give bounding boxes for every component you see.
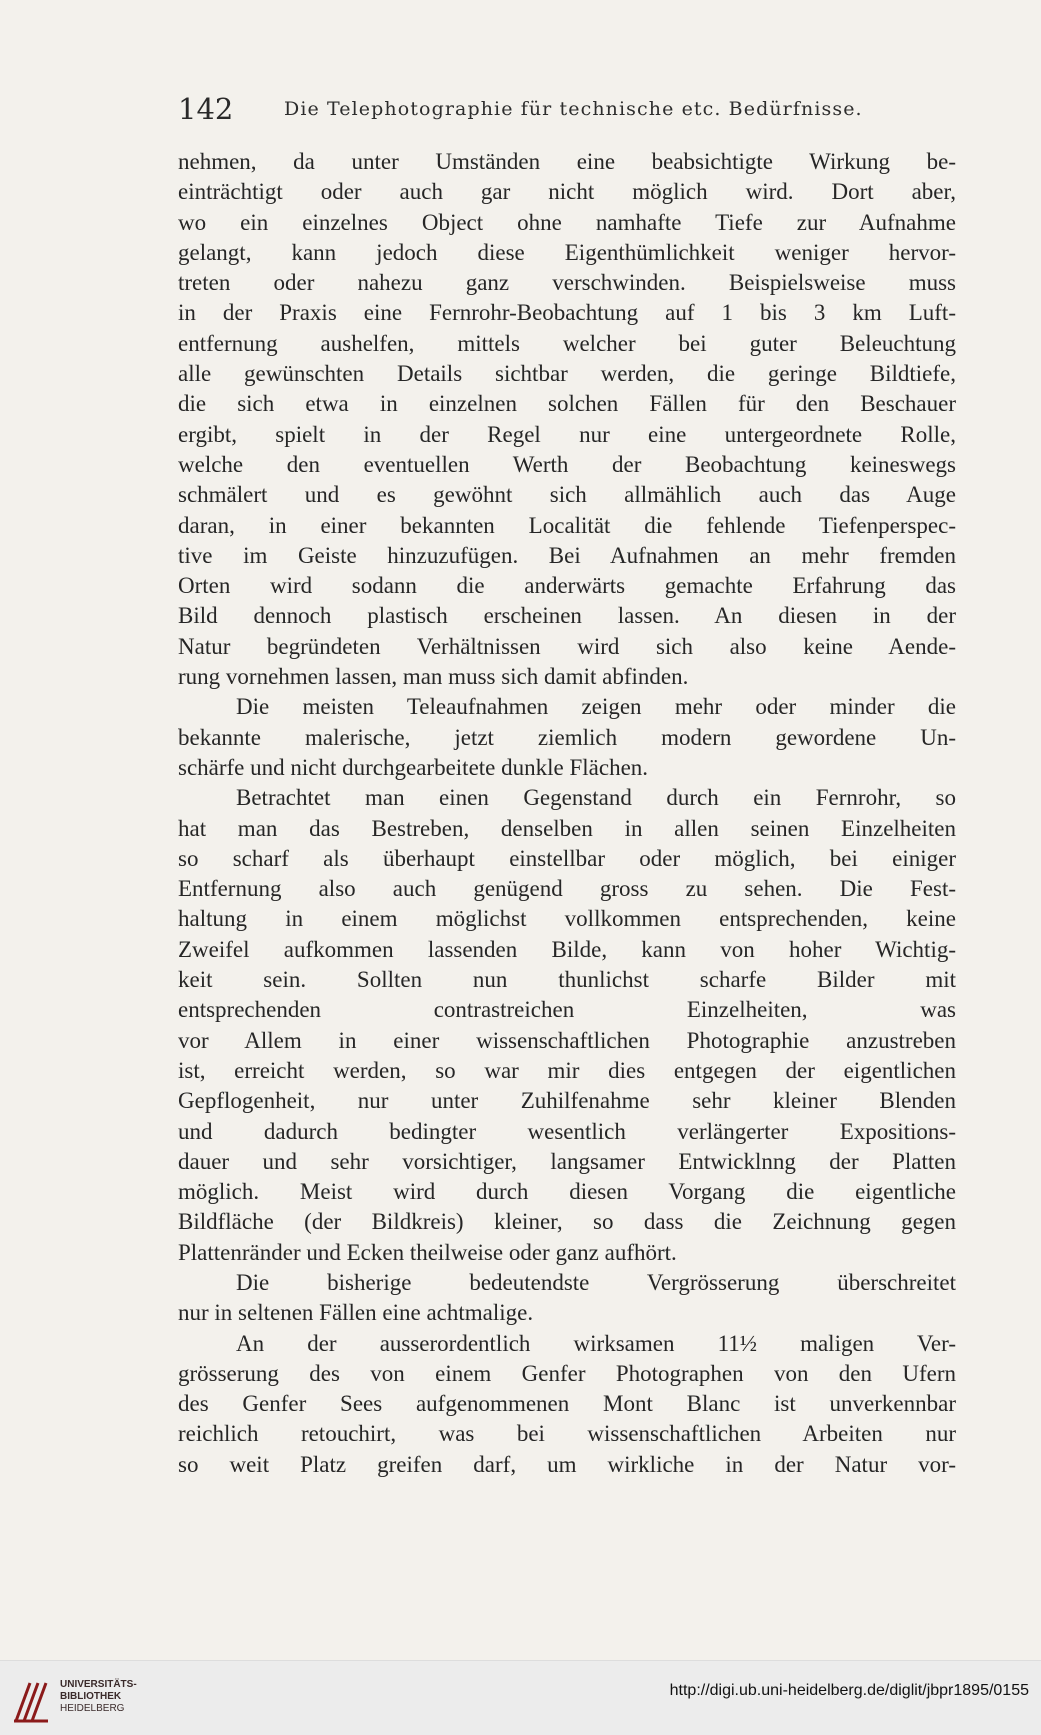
text-line: Natur begründeten Verhältnissen wird sich also keine Aende-: [178, 633, 956, 659]
text-line: grösserung des von einem Genfer Photographen von den Ufern: [178, 1360, 956, 1386]
text-line: Plattenränder und Ecken theilweise oder ganz aufhört.: [178, 1239, 677, 1265]
text-line: Entfernung also auch genügend gross zu sehen. Die Fest-: [178, 876, 956, 902]
text-line: nehmen, da unter Umständen eine beabsichtigte Wirkung be-: [178, 149, 956, 174]
institution-name: [60, 1679, 137, 1715]
text-line: treten oder nahezu ganz verschwinden. Beispielsweise muss: [178, 270, 956, 296]
text-line: und dadurch bedingter wesentlich verlängerter Expositions-: [178, 1118, 956, 1144]
text-line: Bild dennoch plastisch erscheinen lassen. An diesen in der: [178, 603, 956, 629]
text-line: alle gewünschten Details sichtbar werden, die geringe Bildtiefe,: [178, 361, 956, 387]
text-line: reichlich retouchirt, was bei wissenschaftlichen Arbeiten nur: [178, 1421, 956, 1447]
text-line: entfernung aushelfen, mittels welcher bei guter Beleuchtung: [178, 330, 956, 356]
running-title: Die Telephotographie für technische etc. Bedürfnisse.: [284, 98, 863, 120]
text-line: bekannte malerische, jetzt ziemlich modern gewordene Un-: [178, 724, 956, 750]
page-number: 142: [178, 92, 234, 126]
text-line: daran, in einer bekannten Localität die fehlende Tiefenperspec-: [178, 512, 956, 538]
text-line: wo ein einzelnes Object ohne namhafte Tiefe zur Aufnahme: [178, 209, 956, 235]
text-line: so weit Platz greifen darf, um wirkliche in der Natur vor-: [178, 1451, 956, 1477]
text-line: hat man das Bestreben, denselben in allen seinen Einzelheiten: [178, 815, 956, 841]
university-library-logo-icon: [10, 1675, 52, 1725]
text-line: Betrachtet man einen Gegenstand durch ein Fernrohr, so: [236, 785, 956, 811]
text-line: haltung in einem möglichst vollkommen entsprechenden, keine: [178, 906, 956, 932]
text-line: ist, erreicht werden, so war mir dies entgegen der eigentlichen: [178, 1057, 956, 1083]
body-text: [178, 147, 956, 1480]
text-line: entsprechenden contrastreichen Einzelheiten, was: [178, 997, 956, 1023]
text-line: tive im Geiste hinzuzufügen. Bei Aufnahmen an mehr fremden: [178, 542, 956, 568]
footer-bar: [0, 1660, 1041, 1735]
page-header: [178, 92, 958, 132]
text-line: vor Allem in einer wissenschaftlichen Photographie anzustreben: [178, 1027, 956, 1053]
text-line: ergibt, spielt in der Regel nur eine untergeordnete Rolle,: [178, 421, 956, 447]
text-line: in der Praxis eine Fernrohr-Beobachtung auf 1 bis 3 km Luft-: [178, 300, 956, 326]
text-line: einträchtigt oder auch gar nicht möglich wird. Dort aber,: [178, 179, 956, 205]
text-line: des Genfer Sees aufgenommenen Mont Blanc ist unverkennbar: [178, 1391, 956, 1417]
text-line: gelangt, kann jedoch diese Eigenthümlichkeit weniger hervor-: [178, 239, 956, 265]
text-line: Zweifel aufkommen lassenden Bilde, kann von hoher Wichtig-: [178, 936, 956, 962]
institution-line-3: HEIDELBERG: [60, 1703, 125, 1714]
text-line: nur in seltenen Fällen eine achtmalige.: [178, 1300, 534, 1326]
text-line: so scharf als überhaupt einstellbar oder möglich, bei einiger: [178, 845, 956, 871]
text-line: Die bisherige bedeutendste Vergrösserung überschreitet: [236, 1269, 956, 1295]
text-line: schärfe und nicht durchgearbeitete dunkle Flächen.: [178, 754, 649, 780]
text-line: Gepflogenheit, nur unter Zuhilfenahme sehr kleiner Blenden: [178, 1088, 956, 1114]
institution-line-1: UNIVERSITÄTS-: [60, 1679, 137, 1690]
text-line: welche den eventuellen Werth der Beobachtung keineswegs: [178, 451, 956, 477]
text-line: Orten wird sodann die anderwärts gemachte Erfahrung das: [178, 573, 956, 599]
text-line: rung vornehmen lassen, man muss sich damit abfinden.: [178, 664, 689, 690]
text-line: An der ausserordentlich wirksamen 11½ maligen Ver-: [236, 1330, 956, 1356]
text-line: möglich. Meist wird durch diesen Vorgang die eigentliche: [178, 1179, 956, 1205]
text-line: Die meisten Teleaufnahmen zeigen mehr oder minder die: [236, 694, 956, 720]
text-line: die sich etwa in einzelnen solchen Fällen für den Beschauer: [178, 391, 956, 417]
permalink-url[interactable]: http://digi.ub.uni-heidelberg.de/diglit/jbpr1895/0155: [669, 1682, 1029, 1699]
institution-line-2: BIBLIOTHEK: [60, 1691, 122, 1702]
text-line: schmälert und es gewöhnt sich allmählich auch das Auge: [178, 482, 956, 508]
text-line: dauer und sehr vorsichtiger, langsamer Entwicklnng der Platten: [178, 1148, 956, 1174]
text-line: keit sein. Sollten nun thunlichst scharfe Bilder mit: [178, 967, 956, 993]
text-line: Bildfläche (der Bildkreis) kleiner, so dass die Zeichnung gegen: [178, 1209, 956, 1235]
